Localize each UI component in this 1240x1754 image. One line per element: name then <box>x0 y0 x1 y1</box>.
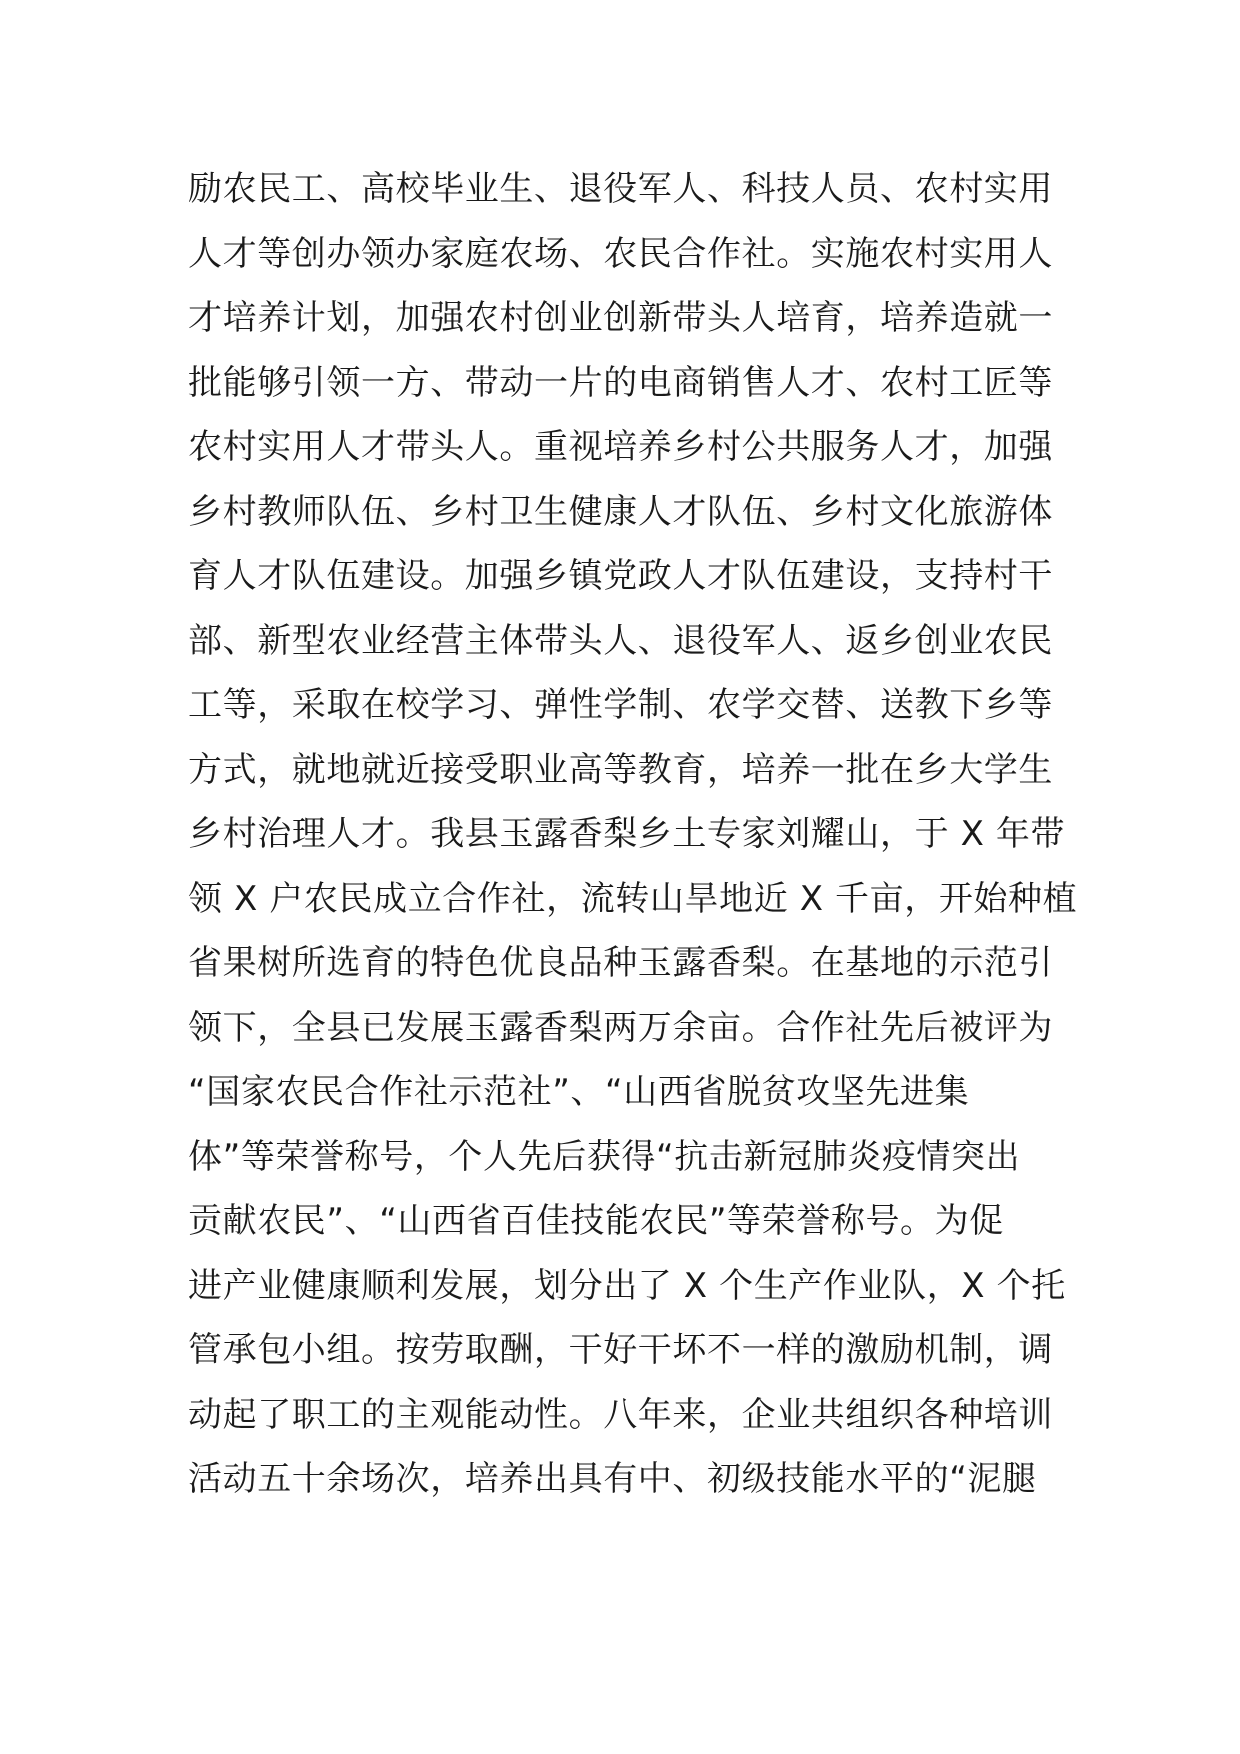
text-line: 励农民工、高校毕业生、退役军人、科技人员、农村实用 <box>188 169 1053 209</box>
text-line: “国家农民合作社示范社”、“山西省脱贫攻坚先进集 <box>188 1072 970 1112</box>
text-line: 乡村教师队伍、乡村卫生健康人才队伍、乡村文化旅游体 <box>188 491 1053 532</box>
text-line: 育人才队伍建设。加强乡镇党政人才队伍建设，支持村干 <box>188 556 1053 596</box>
text-line: 农村实用人才带头人。重视培养乡村公共服务人才，加强 <box>188 427 1053 467</box>
text-line: 工等，采取在校学习、弹性学制、农学交替、送教下乡等 <box>188 685 1053 725</box>
text-line: 人才等创办领办家庭农场、农民合作社。实施农村实用人 <box>188 233 1053 274</box>
text-line: 领下，全县已发展玉露香梨两万余亩。合作社先后被评为 <box>188 1007 1053 1048</box>
text-line: 贡献农民”、“山西省百佳技能农民”等荣誉称号。为促 <box>188 1201 1004 1241</box>
text-line: 体”等荣誉称号，个人先后获得“抗击新冠肺炎疫情突出 <box>188 1136 1021 1177</box>
text-line: 领 X 户农民成立合作社，流转山旱地近 X 千亩，开始种植 <box>188 878 1078 919</box>
text-line: 方式，就地就近接受职业高等教育，培养一批在乡大学生 <box>188 749 1053 790</box>
text-line: 活动五十余场次，培养出具有中、初级技能水平的“泥腿 <box>188 1459 1037 1499</box>
text-line: 省果树所选育的特色优良品种玉露香梨。在基地的示范引 <box>188 943 1053 983</box>
text-line: 动起了职工的主观能动性。八年来，企业共组织各种培训 <box>188 1394 1053 1435</box>
text-line: 管承包小组。按劳取酬，干好干坏不一样的激励机制，调 <box>188 1330 1053 1370</box>
body-text <box>188 157 1078 1512</box>
text-line: 才培养计划，加强农村创业创新带头人培育，培养造就一 <box>188 298 1053 338</box>
text-line: 部、新型农业经营主体带头人、退役军人、返乡创业农民 <box>188 620 1053 661</box>
text-line: 进产业健康顺利发展，划分出了 X 个生产作业队，X 个托 <box>188 1265 1066 1306</box>
text-line: 批能够引领一方、带动一片的电商销售人才、农村工匠等 <box>188 362 1053 403</box>
text-line: 乡村治理人才。我县玉露香梨乡土专家刘耀山，于 X 年带 <box>188 814 1066 854</box>
